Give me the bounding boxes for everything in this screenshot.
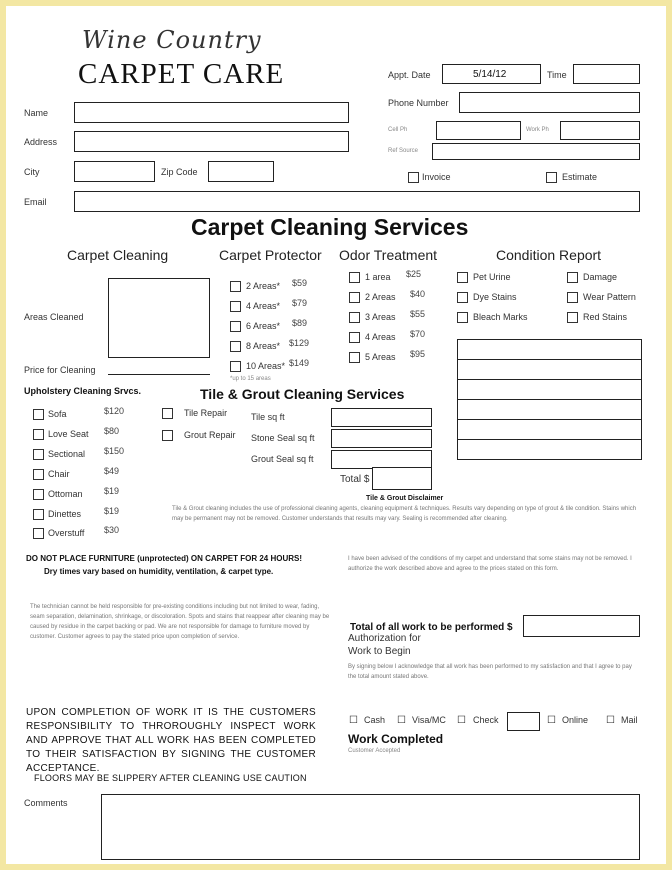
mail-label: Mail xyxy=(621,715,638,725)
inspection-text: UPON COMPLETION OF WORK IT IS THE CUSTOMERS RESPONSIBILITY TO THROROUGHLY INSPECT WORK AND APPROVE THAT ALL WORK HAS BEEN COMPLETED TO THEIR SATISFACTION BY SIGNING THE CUSTOMER ACCEPTANCE. xyxy=(26,707,316,774)
odor-checkbox[interactable] xyxy=(349,332,360,343)
condition-report-heading: Condition Report xyxy=(496,247,602,263)
email-label: Email xyxy=(24,197,47,207)
condition-label: Damage xyxy=(583,272,618,282)
upholstery-checkbox[interactable] xyxy=(33,528,44,539)
city-field[interactable] xyxy=(74,161,155,182)
ref-source-field[interactable] xyxy=(432,143,640,160)
odor-price: $55 xyxy=(410,309,426,319)
upholstery-checkbox[interactable] xyxy=(33,429,44,440)
grout-repair-checkbox[interactable] xyxy=(162,430,173,441)
odor-price: $70 xyxy=(410,329,426,339)
name-field[interactable] xyxy=(74,102,349,123)
protector-price: $79 xyxy=(292,298,308,308)
upholstery-checkbox[interactable] xyxy=(33,409,44,420)
upholstery-price: $19 xyxy=(104,506,120,516)
time-label: Time xyxy=(547,70,567,80)
tile-sqft-field[interactable] xyxy=(331,408,432,427)
protector-label: 6 Areas* xyxy=(246,321,281,331)
upholstery-label: Ottoman xyxy=(48,489,83,499)
protector-label: 2 Areas* xyxy=(246,281,281,291)
condition-checkbox[interactable] xyxy=(567,292,578,303)
condition-checkbox[interactable] xyxy=(457,272,468,283)
appt-date-field[interactable]: 5/14/12 xyxy=(442,64,541,84)
protector-checkbox[interactable] xyxy=(230,341,241,352)
email-field[interactable] xyxy=(74,191,640,212)
condition-label: Red Stains xyxy=(583,312,628,322)
odor-checkbox[interactable] xyxy=(349,272,360,283)
name-label: Name xyxy=(24,108,49,118)
time-field[interactable] xyxy=(573,64,640,84)
customer-accepted-label: Customer Accepted xyxy=(348,748,401,754)
check-label: Check xyxy=(473,715,499,725)
upholstery-price: $19 xyxy=(104,486,120,496)
protector-label: 4 Areas* xyxy=(246,301,281,311)
check-checkbox[interactable]: ☐ xyxy=(457,715,466,726)
protector-price: $89 xyxy=(292,318,308,328)
protector-checkbox[interactable] xyxy=(230,361,241,372)
address-field[interactable] xyxy=(74,131,349,152)
protector-checkbox[interactable] xyxy=(230,301,241,312)
cash-checkbox[interactable]: ☐ xyxy=(349,715,358,726)
upholstery-label: Overstuff xyxy=(48,528,85,538)
work-phone-label: Work Ph xyxy=(526,127,549,133)
upholstery-label: Dinettes xyxy=(48,509,82,519)
work-to-begin-label: Work to Begin xyxy=(348,646,411,657)
upholstery-price: $30 xyxy=(104,525,120,535)
condition-note-row[interactable] xyxy=(457,359,642,380)
protector-checkbox[interactable] xyxy=(230,281,241,292)
phone-label: Phone Number xyxy=(388,98,449,108)
protector-label: 8 Areas* xyxy=(246,341,281,351)
odor-label: 4 Areas xyxy=(365,332,396,342)
upholstery-checkbox[interactable] xyxy=(33,449,44,460)
protector-note: *up to 15 areas xyxy=(230,376,271,382)
zip-field[interactable] xyxy=(208,161,274,182)
cell-phone-field[interactable] xyxy=(436,121,521,140)
grout-seal-label: Grout Seal sq ft xyxy=(251,454,314,464)
work-completed-heading: Work Completed xyxy=(348,732,444,746)
upholstery-checkbox[interactable] xyxy=(33,509,44,520)
areas-cleaned-field[interactable] xyxy=(108,278,210,358)
condition-label: Bleach Marks xyxy=(473,312,528,322)
condition-checkbox[interactable] xyxy=(567,312,578,323)
slippery-warning: FLOORS MAY BE SLIPPERY AFTER CLEANING USE CAUTION xyxy=(34,773,307,783)
invoice-label: Invoice xyxy=(422,172,451,182)
protector-checkbox[interactable] xyxy=(230,321,241,332)
condition-note-row[interactable] xyxy=(457,399,642,420)
stone-seal-field[interactable] xyxy=(331,429,432,448)
protector-price: $129 xyxy=(289,338,310,348)
protector-price: $59 xyxy=(292,278,308,288)
condition-label: Pet Urine xyxy=(473,272,511,282)
odor-label: 1 area xyxy=(365,272,391,282)
odor-checkbox[interactable] xyxy=(349,292,360,303)
upholstery-label: Sofa xyxy=(48,409,67,419)
upholstery-price: $120 xyxy=(104,406,125,416)
condition-note-row[interactable] xyxy=(457,379,642,400)
invoice-checkbox[interactable] xyxy=(408,172,419,183)
carpet-cleaning-heading: Carpet Cleaning xyxy=(67,247,169,263)
tile-grout-title: Tile & Grout Cleaning Services xyxy=(200,386,405,402)
odor-label: 3 Areas xyxy=(365,312,396,322)
estimate-label: Estimate xyxy=(562,172,598,182)
cell-phone-label: Cell Ph xyxy=(388,127,408,133)
authorization-label: Authorization for xyxy=(348,633,421,644)
total-work-label: Total of all work to be performed $ xyxy=(350,622,513,633)
tile-repair-label: Tile Repair xyxy=(184,408,228,418)
condition-checkbox[interactable] xyxy=(457,292,468,303)
estimate-checkbox[interactable] xyxy=(546,172,557,183)
carpet-protector-heading: Carpet Protector xyxy=(219,247,322,263)
mail-checkbox[interactable]: ☐ xyxy=(606,715,615,726)
areas-cleaned-label: Areas Cleaned xyxy=(24,312,84,322)
service-form-page xyxy=(6,6,666,864)
comments-label: Comments xyxy=(24,798,68,808)
brand-title: CARPET CARE xyxy=(78,58,285,90)
online-label: Online xyxy=(562,715,589,725)
upholstery-price: $80 xyxy=(104,426,120,436)
upholstery-checkbox[interactable] xyxy=(33,489,44,500)
zip-label: Zip Code xyxy=(161,167,198,177)
warning-line-2: Dry times vary based on humidity, ventilation, & carpet type. xyxy=(44,567,274,576)
warning-line-1: DO NOT PLACE FURNITURE (unprotected) ON CARPET FOR 24 HOURS! xyxy=(26,554,303,563)
upholstery-price: $49 xyxy=(104,466,120,476)
work-phone-field[interactable] xyxy=(560,121,640,140)
upholstery-title: Upholstery Cleaning Srvcs. xyxy=(24,386,142,396)
comments-field[interactable] xyxy=(101,794,640,860)
upholstery-label: Love Seat xyxy=(48,429,89,439)
services-title: Carpet Cleaning Services xyxy=(191,214,469,240)
total-work-field[interactable] xyxy=(523,615,640,637)
condition-note-row[interactable] xyxy=(457,339,642,360)
ref-source-label: Ref Source xyxy=(388,148,419,154)
tile-disclaimer-text: Tile & Grout cleaning includes the use of professional cleaning agents, cleaning equipment & techniques. Results vary depending on type of grout & tile condition. Stains which may be permanent may not be removed. Customer understands that results may vary. Sealing is recommended after cleaning. xyxy=(172,506,637,522)
odor-label: 5 Areas xyxy=(365,352,396,362)
visa-checkbox[interactable]: ☐ xyxy=(397,715,406,726)
protector-price: $149 xyxy=(289,358,310,368)
condition-note-row[interactable] xyxy=(457,419,642,440)
condition-checkbox[interactable] xyxy=(457,312,468,323)
odor-label: 2 Areas xyxy=(365,292,396,302)
price-cleaning-label: Price for Cleaning xyxy=(24,365,96,375)
online-checkbox[interactable]: ☐ xyxy=(547,715,556,726)
appt-date-label: Appt. Date xyxy=(388,70,431,80)
cash-label: Cash xyxy=(364,715,386,725)
check-number-field[interactable] xyxy=(507,712,540,731)
tile-total-label: Total $ xyxy=(340,474,370,485)
condition-checkbox[interactable] xyxy=(567,272,578,283)
odor-price: $95 xyxy=(410,349,426,359)
brand-script: Wine Country xyxy=(82,26,262,54)
stone-seal-label: Stone Seal sq ft xyxy=(251,433,315,443)
condition-label: Wear Pattern xyxy=(583,292,636,302)
grout-repair-label: Grout Repair xyxy=(184,430,236,440)
terms-text: The technician cannot be held responsible for pre-existing conditions including but not limited to wear, fading, seam separation, delamination, shrinkage, or discoloration. Spots and stains that reappear after cleaning may be caused by residue in the carpet backing or pad. We are not responsible for damage to furniture moved by customer. Customer agrees to pay the stated price upon completion of service. xyxy=(30,604,330,640)
phone-field[interactable] xyxy=(459,92,640,113)
odor-price: $40 xyxy=(410,289,426,299)
visa-label: Visa/MC xyxy=(412,715,446,725)
upholstery-label: Chair xyxy=(48,469,70,479)
tile-disclaimer-title: Tile & Grout Disclaimer xyxy=(366,495,444,502)
city-label: City xyxy=(24,167,40,177)
odor-treatment-heading: Odor Treatment xyxy=(339,247,438,263)
upholstery-checkbox[interactable] xyxy=(33,469,44,480)
condition-note-row[interactable] xyxy=(457,439,642,460)
upholstery-label: Sectional xyxy=(48,449,86,459)
right-terms-text: I have been advised of the conditions of my carpet and understand that some stains may not be removed. I authorize the work described above and agree to the prices stated on this form. xyxy=(348,556,632,572)
protector-label: 10 Areas* xyxy=(246,361,286,371)
odor-checkbox[interactable] xyxy=(349,312,360,323)
tile-repair-checkbox[interactable] xyxy=(162,408,173,419)
odor-price: $25 xyxy=(406,269,422,279)
odor-checkbox[interactable] xyxy=(349,352,360,363)
upholstery-price: $150 xyxy=(104,446,125,456)
tile-sqft-label: Tile sq ft xyxy=(251,412,285,422)
price-cleaning-line[interactable] xyxy=(108,374,210,375)
address-label: Address xyxy=(24,137,58,147)
tile-total-field[interactable] xyxy=(372,467,432,490)
authorization-text: By signing below I acknowledge that all work has been performed to my satisfaction and that I agree to pay the total amount stated above. xyxy=(348,664,632,680)
condition-label: Dye Stains xyxy=(473,292,517,302)
